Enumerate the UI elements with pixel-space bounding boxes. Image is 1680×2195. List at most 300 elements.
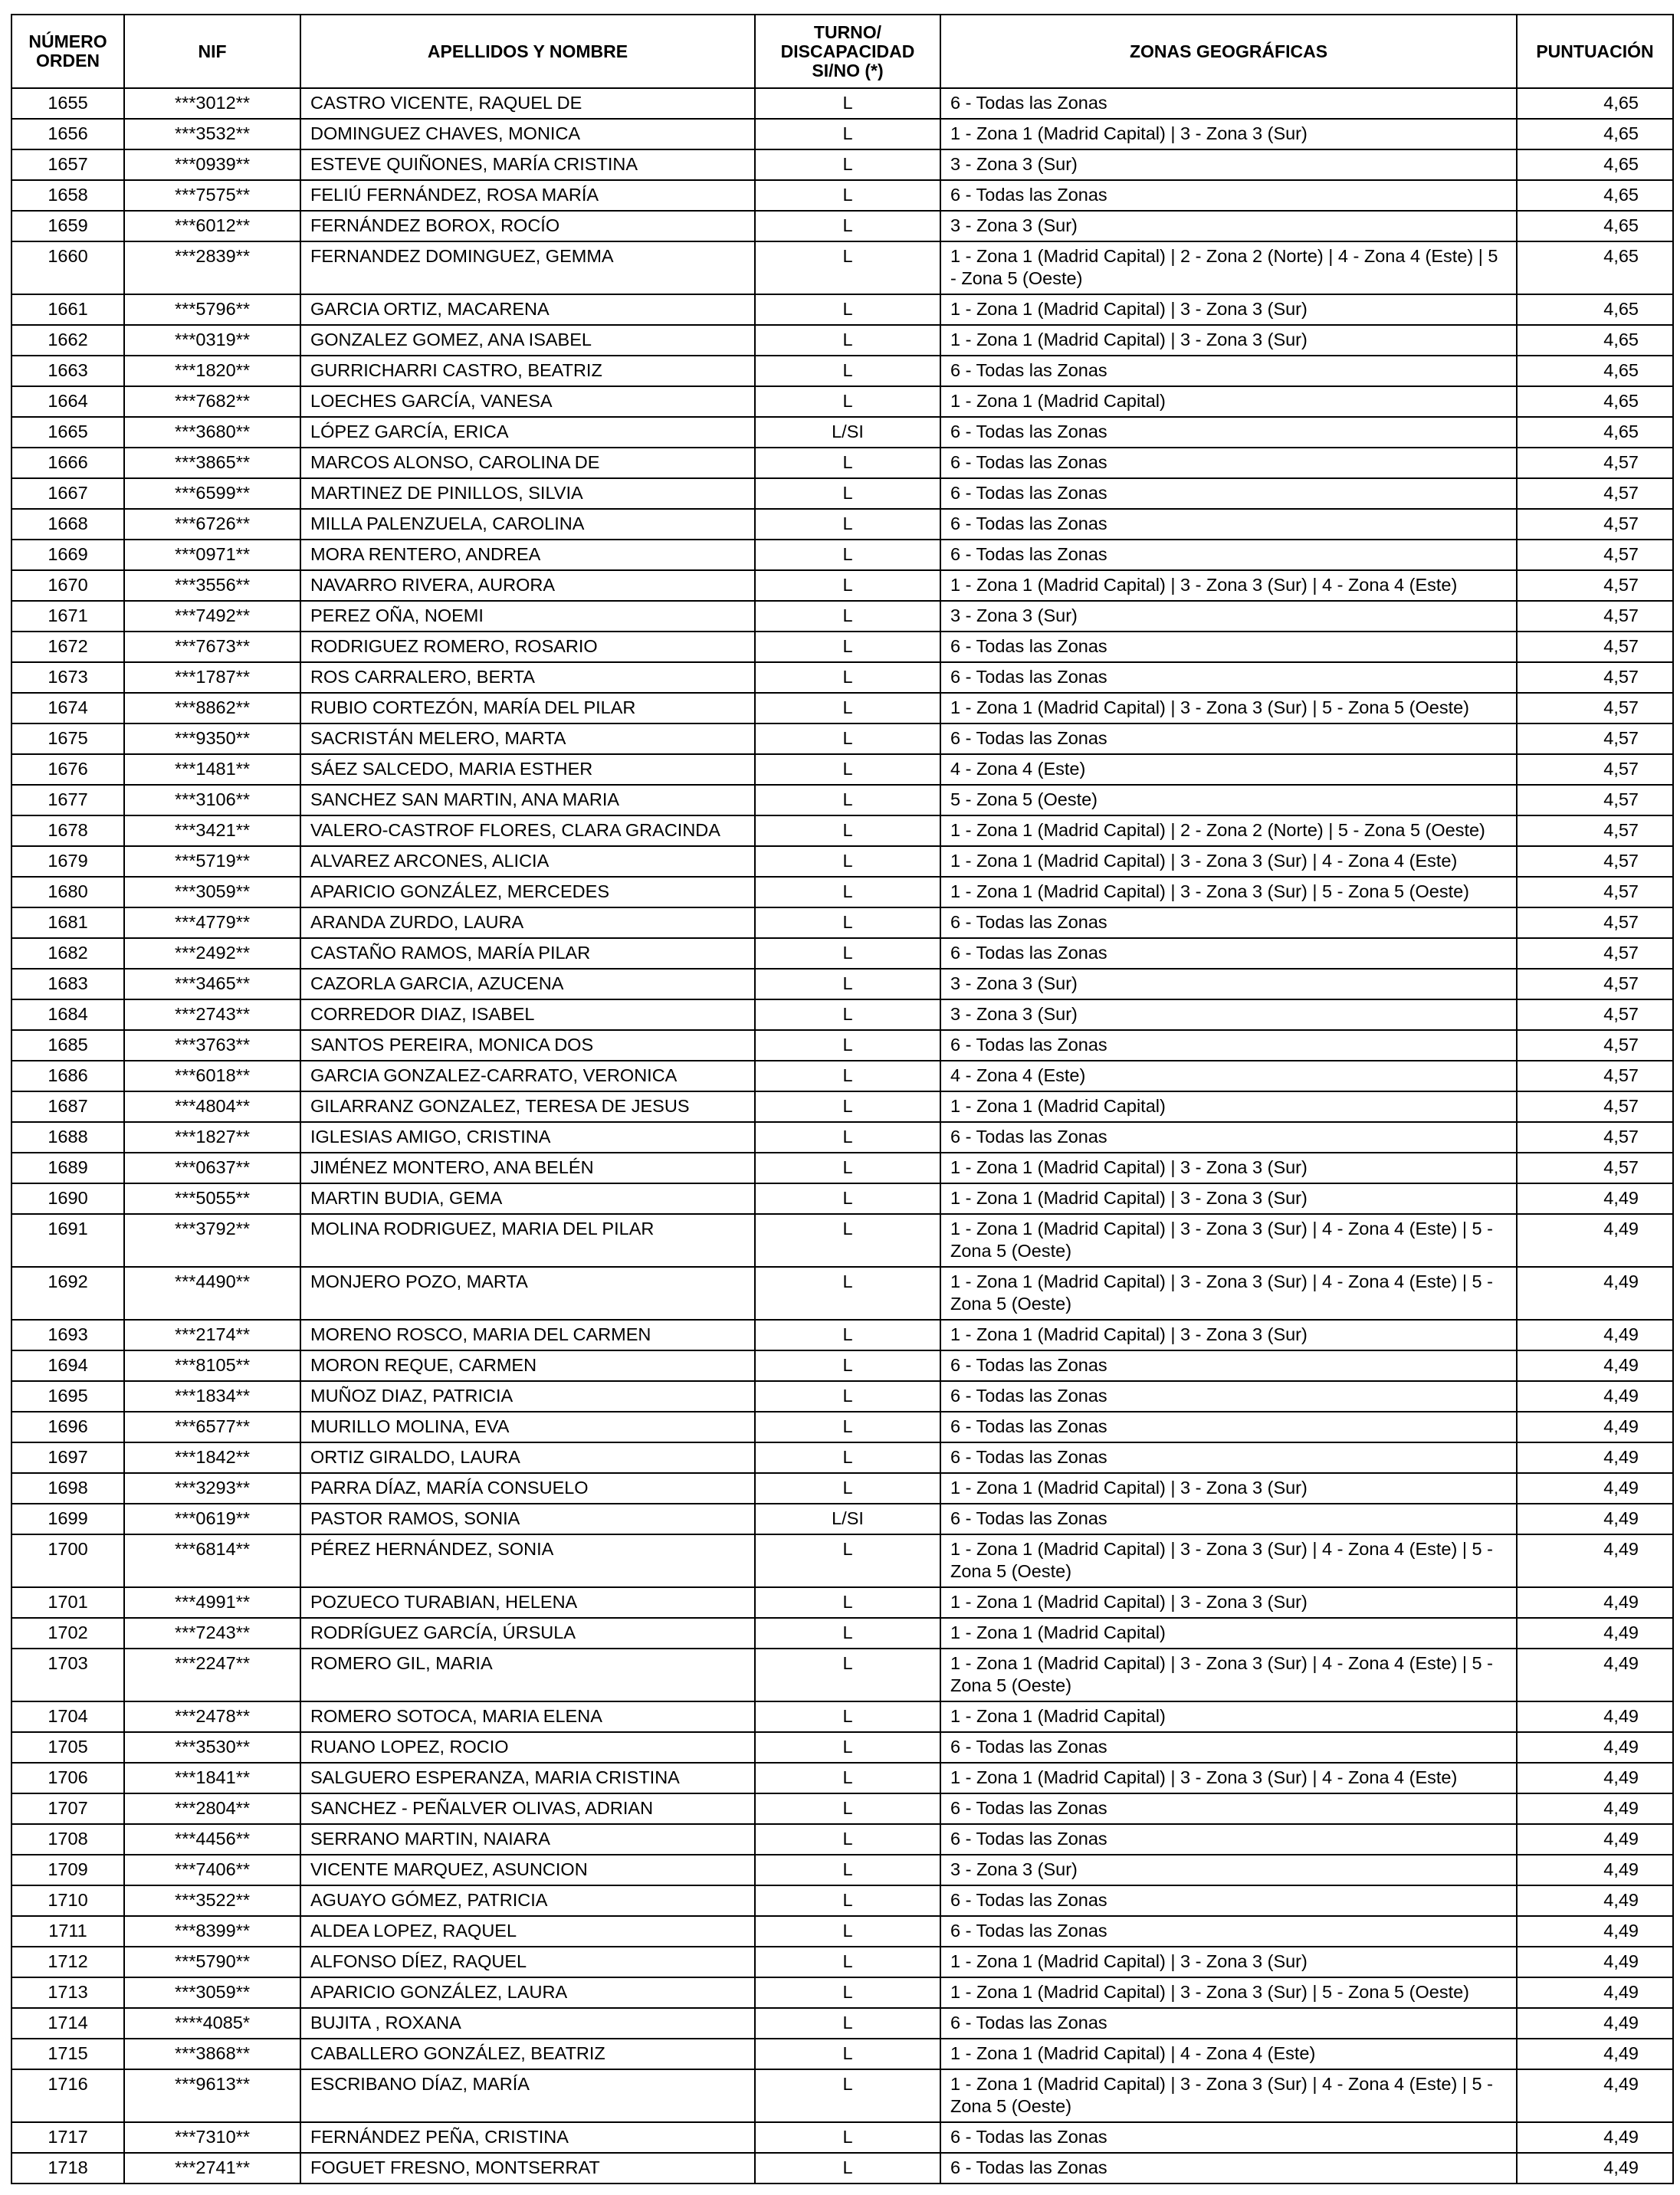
nombre-cell: NAVARRO RIVERA, AURORA <box>300 570 755 601</box>
turno-cell: L <box>755 723 940 754</box>
turno-cell: L <box>755 907 940 938</box>
turno-cell: L <box>755 662 940 693</box>
puntuacion-cell: 4,49 <box>1517 1504 1673 1534</box>
turno-cell: L <box>755 1267 940 1320</box>
turno-cell: L <box>755 1587 940 1618</box>
turno-cell: L <box>755 325 940 356</box>
puntuacion-cell: 4,57 <box>1517 1091 1673 1122</box>
nif-cell: ***3530** <box>124 1732 300 1763</box>
zonas-cell: 3 - Zona 3 (Sur) <box>940 149 1517 180</box>
nif-cell: ***3522** <box>124 1885 300 1916</box>
nombre-cell: SANTOS PEREIRA, MONICA DOS <box>300 1030 755 1061</box>
turno-cell: L <box>755 846 940 877</box>
turno-cell: L <box>755 1350 940 1381</box>
table-row <box>11 1824 1673 1855</box>
zonas-cell: 6 - Todas las Zonas <box>940 938 1517 969</box>
turno-cell: L <box>755 2153 940 2184</box>
nombre-cell: VICENTE MARQUEZ, ASUNCION <box>300 1855 755 1885</box>
table-row <box>11 570 1673 601</box>
numero-orden-cell: 1659 <box>11 211 124 241</box>
nif-cell: ***1827** <box>124 1122 300 1153</box>
nif-cell: ***1841** <box>124 1763 300 1793</box>
turno-cell: L <box>755 356 940 386</box>
numero-orden-cell: 1680 <box>11 877 124 907</box>
table-row <box>11 1183 1673 1214</box>
zonas-cell: 1 - Zona 1 (Madrid Capital) <box>940 386 1517 417</box>
table-row <box>11 877 1673 907</box>
document-page <box>11 14 1672 2184</box>
puntuacion-cell: 4,57 <box>1517 1153 1673 1183</box>
nif-cell: ***3532** <box>124 119 300 149</box>
puntuacion-cell: 4,49 <box>1517 1732 1673 1763</box>
zonas-cell: 6 - Todas las Zonas <box>940 1885 1517 1916</box>
turno-cell: L <box>755 509 940 540</box>
table-row <box>11 1091 1673 1122</box>
turno-cell: L <box>755 1442 940 1473</box>
numero-orden-cell: 1702 <box>11 1618 124 1649</box>
puntuacion-cell: 4,65 <box>1517 180 1673 211</box>
table-body <box>11 88 1673 2184</box>
table-row <box>11 119 1673 149</box>
nombre-cell: GURRICHARRI CASTRO, BEATRIZ <box>300 356 755 386</box>
table-row <box>11 1412 1673 1442</box>
turno-cell: L <box>755 88 940 119</box>
numero-orden-cell: 1706 <box>11 1763 124 1793</box>
puntuacion-cell: 4,49 <box>1517 1618 1673 1649</box>
zonas-cell: 6 - Todas las Zonas <box>940 180 1517 211</box>
nombre-cell: ROMERO SOTOCA, MARIA ELENA <box>300 1701 755 1732</box>
zonas-cell: 1 - Zona 1 (Madrid Capital) <box>940 1618 1517 1649</box>
zonas-cell: 1 - Zona 1 (Madrid Capital) | 3 - Zona 3 (Sur) <box>940 1153 1517 1183</box>
puntuacion-cell: 4,49 <box>1517 2122 1673 2153</box>
nombre-cell: SÁEZ SALCEDO, MARIA ESTHER <box>300 754 755 785</box>
puntuacion-cell: 4,49 <box>1517 2069 1673 2122</box>
table-row <box>11 723 1673 754</box>
table-row <box>11 1153 1673 1183</box>
numero-orden-cell: 1709 <box>11 1855 124 1885</box>
zonas-cell: 1 - Zona 1 (Madrid Capital) | 3 - Zona 3 (Sur) | 5 - Zona 5 (Oeste) <box>940 1977 1517 2008</box>
nombre-cell: SANCHEZ SAN MARTIN, ANA MARIA <box>300 785 755 815</box>
nombre-cell: DOMINGUEZ CHAVES, MONICA <box>300 119 755 149</box>
header-nif: NIF <box>124 15 300 88</box>
table-row <box>11 1061 1673 1091</box>
puntuacion-cell: 4,57 <box>1517 846 1673 877</box>
nombre-cell: RUANO LOPEZ, ROCIO <box>300 1732 755 1763</box>
numero-orden-cell: 1656 <box>11 119 124 149</box>
table-row <box>11 1267 1673 1320</box>
zonas-cell: 6 - Todas las Zonas <box>940 1122 1517 1153</box>
nombre-cell: GILARRANZ GONZALEZ, TERESA DE JESUS <box>300 1091 755 1122</box>
turno-cell: L <box>755 478 940 509</box>
nif-cell: ***4779** <box>124 907 300 938</box>
zonas-cell: 1 - Zona 1 (Madrid Capital) | 3 - Zona 3 (Sur) | 4 - Zona 4 (Este) <box>940 1763 1517 1793</box>
turno-cell: L <box>755 632 940 662</box>
zonas-cell: 1 - Zona 1 (Madrid Capital) | 3 - Zona 3 (Sur) <box>940 294 1517 325</box>
table-row <box>11 632 1673 662</box>
puntuacion-cell: 4,65 <box>1517 149 1673 180</box>
table-row <box>11 785 1673 815</box>
nif-cell: ***0971** <box>124 540 300 570</box>
puntuacion-cell: 4,49 <box>1517 1824 1673 1855</box>
nif-cell: ***3792** <box>124 1214 300 1267</box>
turno-cell: L <box>755 1183 940 1214</box>
turno-cell: L <box>755 754 940 785</box>
puntuacion-cell: 4,49 <box>1517 1320 1673 1350</box>
nif-cell: ***1834** <box>124 1381 300 1412</box>
table-row <box>11 356 1673 386</box>
nombre-cell: MILLA PALENZUELA, CAROLINA <box>300 509 755 540</box>
nif-cell: ***8862** <box>124 693 300 723</box>
numero-orden-cell: 1676 <box>11 754 124 785</box>
table-row <box>11 1732 1673 1763</box>
nif-cell: ***3556** <box>124 570 300 601</box>
nombre-cell: ESTEVE QUIÑONES, MARÍA CRISTINA <box>300 149 755 180</box>
nif-cell: ****4085* <box>124 2008 300 2039</box>
table-row <box>11 149 1673 180</box>
numero-orden-cell: 1688 <box>11 1122 124 1153</box>
puntuacion-cell: 4,49 <box>1517 1350 1673 1381</box>
table-row <box>11 386 1673 417</box>
zonas-cell: 6 - Todas las Zonas <box>940 88 1517 119</box>
nombre-cell: LÓPEZ GARCÍA, ERICA <box>300 417 755 448</box>
numero-orden-cell: 1714 <box>11 2008 124 2039</box>
zonas-cell: 3 - Zona 3 (Sur) <box>940 999 1517 1030</box>
numero-orden-cell: 1682 <box>11 938 124 969</box>
zonas-cell: 6 - Todas las Zonas <box>940 2008 1517 2039</box>
nombre-cell: FERNÁNDEZ PEÑA, CRISTINA <box>300 2122 755 2153</box>
puntuacion-cell: 4,49 <box>1517 1267 1673 1320</box>
turno-cell: L <box>755 119 940 149</box>
nombre-cell: FERNÁNDEZ BOROX, ROCÍO <box>300 211 755 241</box>
nif-cell: ***2804** <box>124 1793 300 1824</box>
zonas-cell: 6 - Todas las Zonas <box>940 2122 1517 2153</box>
numero-orden-cell: 1716 <box>11 2069 124 2122</box>
numero-orden-cell: 1715 <box>11 2039 124 2069</box>
zonas-cell: 3 - Zona 3 (Sur) <box>940 601 1517 632</box>
numero-orden-cell: 1697 <box>11 1442 124 1473</box>
zonas-cell: 3 - Zona 3 (Sur) <box>940 969 1517 999</box>
nombre-cell: MARTIN BUDIA, GEMA <box>300 1183 755 1214</box>
numero-orden-cell: 1683 <box>11 969 124 999</box>
zonas-cell: 6 - Todas las Zonas <box>940 356 1517 386</box>
numero-orden-cell: 1670 <box>11 570 124 601</box>
zonas-cell: 1 - Zona 1 (Madrid Capital) | 3 - Zona 3 (Sur) <box>940 119 1517 149</box>
table-row <box>11 1916 1673 1947</box>
numero-orden-cell: 1675 <box>11 723 124 754</box>
numero-orden-cell: 1677 <box>11 785 124 815</box>
puntuacion-cell: 4,57 <box>1517 509 1673 540</box>
nif-cell: ***3865** <box>124 448 300 478</box>
nif-cell: ***7406** <box>124 1855 300 1885</box>
nif-cell: ***1481** <box>124 754 300 785</box>
nif-cell: ***0939** <box>124 149 300 180</box>
puntuacion-cell: 4,49 <box>1517 2039 1673 2069</box>
nif-cell: ***7673** <box>124 632 300 662</box>
nombre-cell: MARCOS ALONSO, CAROLINA DE <box>300 448 755 478</box>
zonas-cell: 6 - Todas las Zonas <box>940 1381 1517 1412</box>
puntuacion-cell: 4,57 <box>1517 815 1673 846</box>
nombre-cell: SACRISTÁN MELERO, MARTA <box>300 723 755 754</box>
table-row <box>11 938 1673 969</box>
zonas-cell: 1 - Zona 1 (Madrid Capital) | 2 - Zona 2 (Norte) | 4 - Zona 4 (Este) | 5 - Zona 5 (Oeste) <box>940 241 1517 294</box>
numero-orden-cell: 1667 <box>11 478 124 509</box>
zonas-cell: 1 - Zona 1 (Madrid Capital) | 3 - Zona 3 (Sur) | 4 - Zona 4 (Este) <box>940 846 1517 877</box>
table-row <box>11 478 1673 509</box>
zonas-cell: 1 - Zona 1 (Madrid Capital) | 3 - Zona 3 (Sur) <box>940 1947 1517 1977</box>
nombre-cell: ALVAREZ ARCONES, ALICIA <box>300 846 755 877</box>
nombre-cell: PÉREZ HERNÁNDEZ, SONIA <box>300 1534 755 1587</box>
nombre-cell: SERRANO MARTIN, NAIARA <box>300 1824 755 1855</box>
puntuacion-cell: 4,49 <box>1517 1977 1673 2008</box>
table-row <box>11 1534 1673 1587</box>
table-row <box>11 241 1673 294</box>
nif-cell: ***1820** <box>124 356 300 386</box>
nif-cell: ***2478** <box>124 1701 300 1732</box>
numero-orden-cell: 1707 <box>11 1793 124 1824</box>
nif-cell: ***3293** <box>124 1473 300 1504</box>
turno-cell: L <box>755 540 940 570</box>
nombre-cell: POZUECO TURABIAN, HELENA <box>300 1587 755 1618</box>
numero-orden-cell: 1698 <box>11 1473 124 1504</box>
zonas-cell: 1 - Zona 1 (Madrid Capital) | 3 - Zona 3 (Sur) | 5 - Zona 5 (Oeste) <box>940 693 1517 723</box>
turno-cell: L/SI <box>755 417 940 448</box>
table-row <box>11 754 1673 785</box>
turno-cell: L <box>755 1885 940 1916</box>
nif-cell: ***1787** <box>124 662 300 693</box>
table-row <box>11 1442 1673 1473</box>
turno-cell: L <box>755 2069 940 2122</box>
turno-cell: L <box>755 1381 940 1412</box>
zonas-cell: 6 - Todas las Zonas <box>940 1824 1517 1855</box>
numero-orden-cell: 1690 <box>11 1183 124 1214</box>
turno-cell: L <box>755 969 940 999</box>
puntuacion-cell: 4,49 <box>1517 1534 1673 1587</box>
zonas-cell: 1 - Zona 1 (Madrid Capital) | 3 - Zona 3 (Sur) | 4 - Zona 4 (Este) | 5 - Zona 5 (Oeste) <box>940 1267 1517 1320</box>
numero-orden-cell: 1704 <box>11 1701 124 1732</box>
turno-cell: L <box>755 1763 940 1793</box>
nif-cell: ***3106** <box>124 785 300 815</box>
puntuacion-cell: 4,65 <box>1517 325 1673 356</box>
puntuacion-cell: 4,65 <box>1517 386 1673 417</box>
table-row <box>11 1793 1673 1824</box>
nombre-cell: MURILLO MOLINA, EVA <box>300 1412 755 1442</box>
nombre-cell: ROMERO GIL, MARIA <box>300 1649 755 1701</box>
puntuacion-cell: 4,65 <box>1517 88 1673 119</box>
numero-orden-cell: 1693 <box>11 1320 124 1350</box>
numero-orden-cell: 1657 <box>11 149 124 180</box>
nif-cell: ***2247** <box>124 1649 300 1701</box>
table-row <box>11 846 1673 877</box>
table-row <box>11 601 1673 632</box>
puntuacion-cell: 4,65 <box>1517 417 1673 448</box>
puntuacion-cell: 4,49 <box>1517 1649 1673 1701</box>
numero-orden-cell: 1695 <box>11 1381 124 1412</box>
turno-cell: L <box>755 1701 940 1732</box>
numero-orden-cell: 1685 <box>11 1030 124 1061</box>
nif-cell: ***6577** <box>124 1412 300 1442</box>
numero-orden-cell: 1696 <box>11 1412 124 1442</box>
table-row <box>11 1504 1673 1534</box>
puntuacion-cell: 4,57 <box>1517 1030 1673 1061</box>
zonas-cell: 1 - Zona 1 (Madrid Capital) | 3 - Zona 3 (Sur) | 4 - Zona 4 (Este) <box>940 570 1517 601</box>
table-row <box>11 294 1673 325</box>
zonas-cell: 4 - Zona 4 (Este) <box>940 754 1517 785</box>
nombre-cell: IGLESIAS AMIGO, CRISTINA <box>300 1122 755 1153</box>
table-row <box>11 1122 1673 1153</box>
puntuacion-cell: 4,49 <box>1517 1885 1673 1916</box>
nif-cell: ***2174** <box>124 1320 300 1350</box>
numero-orden-cell: 1717 <box>11 2122 124 2153</box>
zonas-cell: 6 - Todas las Zonas <box>940 1793 1517 1824</box>
puntuacion-cell: 4,57 <box>1517 938 1673 969</box>
turno-cell: L <box>755 1122 940 1153</box>
nif-cell: ***4456** <box>124 1824 300 1855</box>
nif-cell: ***3465** <box>124 969 300 999</box>
turno-cell: L <box>755 1916 940 1947</box>
zonas-cell: 6 - Todas las Zonas <box>940 540 1517 570</box>
numero-orden-cell: 1710 <box>11 1885 124 1916</box>
zonas-cell: 3 - Zona 3 (Sur) <box>940 1855 1517 1885</box>
nombre-cell: MORON REQUE, CARMEN <box>300 1350 755 1381</box>
nombre-cell: GARCIA GONZALEZ-CARRATO, VERONICA <box>300 1061 755 1091</box>
zonas-cell: 6 - Todas las Zonas <box>940 1732 1517 1763</box>
header-numero-orden: NÚMERO ORDEN <box>11 15 124 88</box>
numero-orden-cell: 1681 <box>11 907 124 938</box>
table-row <box>11 325 1673 356</box>
table-row <box>11 1649 1673 1701</box>
table-row <box>11 2122 1673 2153</box>
puntuacion-cell: 4,49 <box>1517 1473 1673 1504</box>
nif-cell: ***3763** <box>124 1030 300 1061</box>
turno-cell: L <box>755 815 940 846</box>
numero-orden-cell: 1713 <box>11 1977 124 2008</box>
turno-cell: L <box>755 2039 940 2069</box>
nombre-cell: ALDEA LOPEZ, RAQUEL <box>300 1916 755 1947</box>
nif-cell: ***8105** <box>124 1350 300 1381</box>
nombre-cell: MORENO ROSCO, MARIA DEL CARMEN <box>300 1320 755 1350</box>
turno-cell: L <box>755 1977 940 2008</box>
nombre-cell: RODRÍGUEZ GARCÍA, ÚRSULA <box>300 1618 755 1649</box>
turno-cell: L <box>755 1030 940 1061</box>
nombre-cell: AGUAYO GÓMEZ, PATRICIA <box>300 1885 755 1916</box>
turno-cell: L <box>755 1618 940 1649</box>
table-row <box>11 88 1673 119</box>
table-row <box>11 2069 1673 2122</box>
table-row <box>11 815 1673 846</box>
table-row <box>11 1587 1673 1618</box>
puntuacion-cell: 4,57 <box>1517 540 1673 570</box>
nombre-cell: MUÑOZ DIAZ, PATRICIA <box>300 1381 755 1412</box>
zonas-cell: 6 - Todas las Zonas <box>940 907 1517 938</box>
nombre-cell: CORREDOR DIAZ, ISABEL <box>300 999 755 1030</box>
numero-orden-cell: 1655 <box>11 88 124 119</box>
numero-orden-cell: 1711 <box>11 1916 124 1947</box>
numero-orden-cell: 1705 <box>11 1732 124 1763</box>
turno-cell: L <box>755 601 940 632</box>
nombre-cell: RODRIGUEZ ROMERO, ROSARIO <box>300 632 755 662</box>
nif-cell: ***7575** <box>124 180 300 211</box>
nombre-cell: LOECHES GARCÍA, VANESA <box>300 386 755 417</box>
nif-cell: ***0319** <box>124 325 300 356</box>
nif-cell: ***6726** <box>124 509 300 540</box>
nombre-cell: FOGUET FRESNO, MONTSERRAT <box>300 2153 755 2184</box>
nif-cell: ***6018** <box>124 1061 300 1091</box>
numero-orden-cell: 1668 <box>11 509 124 540</box>
puntuacion-cell: 4,57 <box>1517 723 1673 754</box>
header-puntuacion: PUNTUACIÓN <box>1517 15 1673 88</box>
nif-cell: ***3012** <box>124 88 300 119</box>
numero-orden-cell: 1712 <box>11 1947 124 1977</box>
nif-cell: ***2741** <box>124 2153 300 2184</box>
turno-cell: L <box>755 1214 940 1267</box>
nombre-cell: BUJITA , ROXANA <box>300 2008 755 2039</box>
table-header-row <box>11 15 1673 88</box>
zonas-cell: 6 - Todas las Zonas <box>940 662 1517 693</box>
table-row <box>11 1381 1673 1412</box>
numero-orden-cell: 1689 <box>11 1153 124 1183</box>
table-row <box>11 1214 1673 1267</box>
zonas-cell: 1 - Zona 1 (Madrid Capital) | 3 - Zona 3 (Sur) | 4 - Zona 4 (Este) | 5 - Zona 5 (Oeste) <box>940 2069 1517 2122</box>
table-row <box>11 417 1673 448</box>
puntuacion-cell: 4,57 <box>1517 907 1673 938</box>
table-row <box>11 662 1673 693</box>
turno-cell: L <box>755 1732 940 1763</box>
numero-orden-cell: 1699 <box>11 1504 124 1534</box>
nif-cell: ***7492** <box>124 601 300 632</box>
nif-cell: ***6599** <box>124 478 300 509</box>
nif-cell: ***3868** <box>124 2039 300 2069</box>
nif-cell: ***4804** <box>124 1091 300 1122</box>
puntuacion-cell: 4,57 <box>1517 969 1673 999</box>
nombre-cell: CASTRO VICENTE, RAQUEL DE <box>300 88 755 119</box>
table-row <box>11 1030 1673 1061</box>
zonas-cell: 1 - Zona 1 (Madrid Capital) <box>940 1701 1517 1732</box>
nombre-cell: PEREZ OÑA, NOEMI <box>300 601 755 632</box>
zonas-cell: 6 - Todas las Zonas <box>940 1442 1517 1473</box>
table-row <box>11 2008 1673 2039</box>
numero-orden-cell: 1663 <box>11 356 124 386</box>
zonas-cell: 1 - Zona 1 (Madrid Capital) | 3 - Zona 3 (Sur) | 4 - Zona 4 (Este) | 5 - Zona 5 (Oeste) <box>940 1534 1517 1587</box>
nif-cell: ***3059** <box>124 877 300 907</box>
numero-orden-cell: 1669 <box>11 540 124 570</box>
puntuacion-cell: 4,57 <box>1517 662 1673 693</box>
zonas-cell: 6 - Todas las Zonas <box>940 1030 1517 1061</box>
zonas-cell: 6 - Todas las Zonas <box>940 632 1517 662</box>
numero-orden-cell: 1673 <box>11 662 124 693</box>
puntuacion-cell: 4,57 <box>1517 999 1673 1030</box>
nif-cell: ***2839** <box>124 241 300 294</box>
puntuacion-cell: 4,65 <box>1517 356 1673 386</box>
nif-cell: ***0637** <box>124 1153 300 1183</box>
nif-cell: ***3421** <box>124 815 300 846</box>
table-row <box>11 2039 1673 2069</box>
zonas-cell: 1 - Zona 1 (Madrid Capital) | 3 - Zona 3 (Sur) | 4 - Zona 4 (Este) | 5 - Zona 5 (Oeste) <box>940 1214 1517 1267</box>
nombre-cell: CABALLERO GONZÁLEZ, BEATRIZ <box>300 2039 755 2069</box>
table-row <box>11 1320 1673 1350</box>
turno-cell: L <box>755 1947 940 1977</box>
nif-cell: ***1842** <box>124 1442 300 1473</box>
table-row <box>11 1618 1673 1649</box>
numero-orden-cell: 1691 <box>11 1214 124 1267</box>
puntuacion-cell: 4,57 <box>1517 601 1673 632</box>
puntuacion-cell: 4,49 <box>1517 1442 1673 1473</box>
table-row <box>11 969 1673 999</box>
header-zonas-geograficas: ZONAS GEOGRÁFICAS <box>940 15 1517 88</box>
turno-cell: L <box>755 938 940 969</box>
nombre-cell: SANCHEZ - PEÑALVER OLIVAS, ADRIAN <box>300 1793 755 1824</box>
puntuacion-cell: 4,49 <box>1517 1701 1673 1732</box>
nombre-cell: SALGUERO ESPERANZA, MARIA CRISTINA <box>300 1763 755 1793</box>
